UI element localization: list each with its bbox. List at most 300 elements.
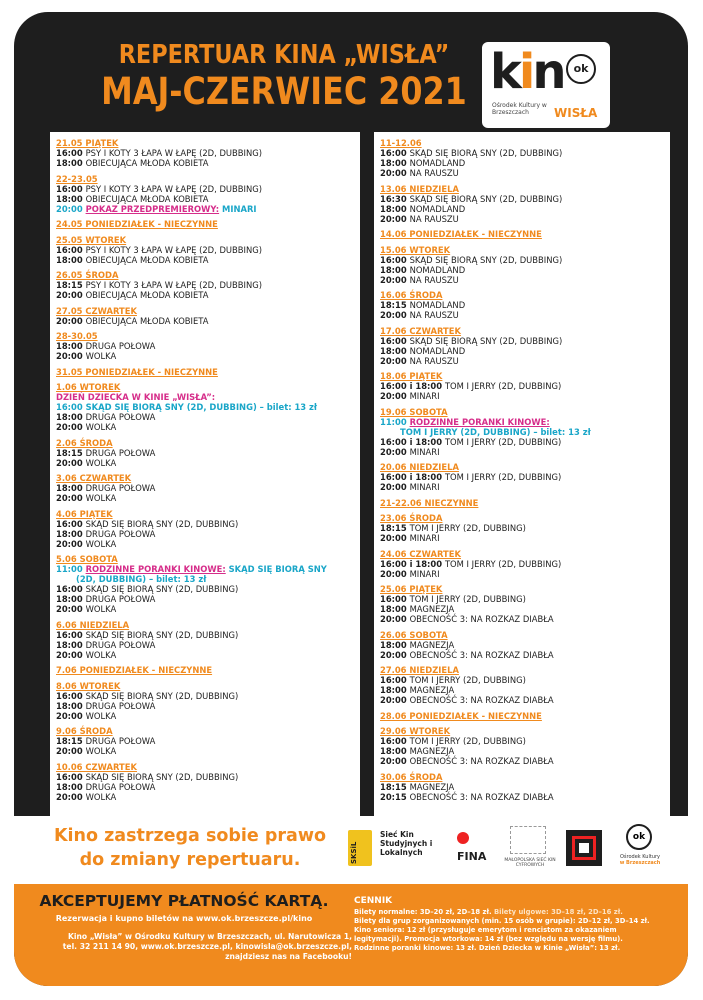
day-date: 28-30.05 <box>56 331 98 341</box>
screening-title: TOM I JERRY (2D, DUBBING) <box>444 558 562 569</box>
screening-title: TOM I JERRY (2D, DUBBING) <box>409 523 526 533</box>
screening-title: DRUGA POŁOWA <box>85 781 156 792</box>
schedule-day <box>380 665 670 705</box>
screening <box>56 204 360 214</box>
screening-title: TOM I JERRY (2D, DUBBING) <box>409 675 526 685</box>
day-date: 3.06 CZWARTEK <box>56 473 132 483</box>
screening-title: PSY I KOTY 3 ŁAPA W ŁAPĘ (2D, DUBBING) <box>85 148 263 158</box>
screening <box>56 184 360 194</box>
schedule-day <box>56 726 360 756</box>
screening-time: 11:00 <box>56 564 86 574</box>
day-date: 17.06 CZWARTEK <box>380 325 461 336</box>
day-date: 7.06 PONIEDZIAŁEK - NIECZYNNE <box>56 665 213 675</box>
day-date: 13.06 NIEDZIELA <box>380 183 459 194</box>
screening-title: SKĄD SIĘ BIORĄ SNY (2D, DUBBING) <box>409 193 563 204</box>
screening-title: WOLKA <box>85 746 117 756</box>
screening-title: OBIECUJĄCA MŁODA KOBIETA <box>85 193 209 204</box>
screening <box>56 245 360 255</box>
screening <box>380 482 670 492</box>
screening-time: 18:00 <box>56 412 86 422</box>
screening-title: TOM I JERRY (2D, DUBBING) <box>444 381 562 391</box>
schedule-day <box>380 229 670 239</box>
screening-time: 16:00 <box>56 518 86 529</box>
screening-title: OBECNOŚĆ 3: NA ROZKAZ DIABŁA <box>409 695 554 705</box>
schedule-day <box>56 367 360 377</box>
fina-label: FINA <box>457 850 487 863</box>
screening-time: 16:00 <box>56 402 86 412</box>
screening-title: OBIECUJĄCA MŁODA KOBIETA <box>85 315 209 326</box>
screening <box>380 640 670 650</box>
screening <box>56 640 360 650</box>
screening <box>56 736 360 746</box>
price-line: Kino seniora: 12 zł (przysługuje emerytom i rencistom za okazaniem <box>354 926 617 934</box>
screening <box>56 604 360 614</box>
screening <box>380 614 670 624</box>
screening-time: 16:30 <box>380 193 410 204</box>
screening <box>56 402 360 412</box>
screening <box>380 148 670 158</box>
screening-time: 16:00 i 18:00 <box>380 472 445 482</box>
day-date: 4.06 PIĄTEK <box>56 508 113 519</box>
screening-title: MINARI <box>409 482 440 492</box>
screening-title: NOMADLAND <box>409 158 466 168</box>
schedule-day <box>380 726 670 766</box>
screening-time: 20:00 <box>380 355 410 366</box>
screening <box>380 346 670 356</box>
screening <box>56 194 360 204</box>
screening-time: 18:00 <box>56 528 86 539</box>
screening-time: 16:00 <box>56 148 86 158</box>
day-date: 10.06 CZWARTEK <box>56 761 137 772</box>
screening <box>380 746 670 756</box>
fina-play-icon <box>457 832 469 844</box>
schedule-left-column <box>50 132 360 824</box>
screening-title: SKĄD SIĘ BIORĄ SNY (2D, DUBBING) <box>85 518 239 529</box>
schedule-day <box>380 498 670 508</box>
screening <box>380 300 670 310</box>
screening <box>56 290 360 300</box>
screening <box>380 417 670 427</box>
screening-time: 20:00 <box>380 695 410 705</box>
malopolska-label: MAŁOPOLSKA SIEĆ KIN CYFROWYCH <box>504 858 556 868</box>
screening-title: SKĄD SIĘ BIORĄ SNY (2D, DUBBING) <box>409 148 563 158</box>
screening-time: 16:00 <box>380 148 410 158</box>
screening <box>380 569 670 579</box>
screening-time: 20:00 <box>56 351 86 361</box>
screening-time: 16:00 <box>380 335 410 346</box>
screening-time: 18:00 <box>56 639 86 650</box>
day-date: 29.06 WTOREK <box>380 726 451 736</box>
screening <box>380 695 670 705</box>
notice-line-1: Kino zastrzega sobie prawo <box>53 826 327 846</box>
day-date: 14.06 PONIEDZIAŁEK - NIECZYNNE <box>380 229 542 239</box>
screening-title: NA RAUSZU <box>409 355 459 366</box>
day-date: 28.06 PONIEDZIAŁEK - NIECZYNNE <box>380 710 542 721</box>
screening <box>56 691 360 701</box>
special-event-line: DZIEŃ DZIECKA W KINIE „WISŁA”: <box>56 392 216 402</box>
screening-title: WOLKA <box>85 422 117 432</box>
schedule-day <box>56 174 360 214</box>
screening-time: 16:00 <box>56 584 86 594</box>
screening-title: WOLKA <box>85 538 117 549</box>
screening-time: 20:00 <box>56 538 86 549</box>
screening <box>56 158 360 168</box>
screening <box>56 493 360 503</box>
screening <box>380 356 670 366</box>
screening <box>380 310 670 320</box>
screening <box>380 204 670 214</box>
screening-title: SKĄD SIĘ BIORĄ SNY (2D, DUBBING) <box>409 335 563 346</box>
screening <box>56 422 360 432</box>
screening <box>56 772 360 782</box>
screening-time: 20:00 <box>380 274 410 285</box>
screening-time: 18:00 <box>56 594 86 604</box>
schedule-day <box>56 219 360 229</box>
screening <box>56 630 360 640</box>
footer-bar <box>14 884 688 986</box>
screening <box>380 437 670 447</box>
screening <box>56 650 360 660</box>
screening <box>56 351 360 361</box>
screening <box>380 604 670 614</box>
day-date: 30.06 ŚRODA <box>380 771 443 782</box>
screening-time: 20:00 <box>380 482 410 492</box>
kino-logo <box>482 42 610 128</box>
screening-title: PSY I KOTY 3 ŁAPA W ŁAPĘ (2D, DUBBING) <box>85 280 263 290</box>
schedule-day <box>380 630 670 660</box>
screening <box>380 594 670 604</box>
screening <box>56 746 360 756</box>
morning-label: RODZINNE PORANKI KINOWE: <box>409 416 550 427</box>
schedule-day <box>56 473 360 503</box>
screening-title: TOM I JERRY (2D, DUBBING) <box>444 436 562 447</box>
day-date: 27.05 CZWARTEK <box>56 305 137 316</box>
schedule-right-column <box>374 132 670 824</box>
schedule-day <box>56 665 360 675</box>
schedule-day <box>380 138 670 178</box>
screening-title: MINARI <box>409 446 440 457</box>
screening-title: MAGNEZJA <box>409 639 455 650</box>
screening-title: SKĄD SIĘ BIORĄ SNY (2D, DUBBING) <box>85 771 239 782</box>
notice-line-2: do zmiany repertuaru. <box>79 850 301 870</box>
schedule-day <box>380 326 670 366</box>
screening-title: NOMADLAND <box>409 300 466 310</box>
screening <box>380 381 670 391</box>
day-date: 9.06 ŚRODA <box>56 726 113 736</box>
screening-title: OBIECUJĄCA MŁODA KOBIETA <box>85 290 209 300</box>
day-date: 18.06 PIĄTEK <box>380 371 443 381</box>
screening <box>380 447 670 457</box>
screening-time: 20:00 <box>56 493 86 503</box>
screening-title: WOLKA <box>85 791 117 802</box>
title-line-1: REPERTUAR KINA „WISŁA” <box>118 40 450 70</box>
day-date: 21.05 PIĄTEK <box>56 138 119 148</box>
screening-time: 20:00 <box>380 391 410 401</box>
screening <box>56 539 360 549</box>
screening-time: 18:00 <box>56 700 86 711</box>
screening-title: DRUGA POŁOWA <box>85 412 156 422</box>
day-date: 27.06 NIEDZIELA <box>380 665 459 675</box>
screening <box>380 214 670 224</box>
screening-time: 18:15 <box>56 280 86 290</box>
notice-bar <box>14 816 688 884</box>
frame-logo-icon <box>566 830 602 866</box>
schedule-day <box>380 184 670 224</box>
screening-title: OBECNOŚĆ 3: NA ROZKAZ DIABŁA <box>409 649 554 660</box>
screening-title: SKĄD SIĘ BIORĄ SNY (2D, DUBBING) <box>85 690 239 701</box>
screening <box>56 458 360 468</box>
screening-time: 20:00 <box>56 649 86 660</box>
screening-title: TOM I JERRY (2D, DUBBING) <box>409 594 526 604</box>
logo-subtitle: Ośrodek Kultury w Brzeszczach <box>492 102 547 116</box>
screening-time: 20:00 <box>380 756 410 766</box>
price-line: Rodzinne poranki kinowe: 13 zł. Dzień Dziecka w Kinie „Wisła”: 13 zł. <box>354 944 621 952</box>
screening-time: 18:15 <box>56 736 86 746</box>
screening <box>56 782 360 792</box>
screening <box>380 736 670 746</box>
show-continuation: (2D, DUBBING) – bilet: 13 zł <box>76 574 207 584</box>
screening-time: 18:15 <box>380 300 410 310</box>
screening <box>380 168 670 178</box>
day-date: 6.06 NIEDZIELA <box>56 619 130 630</box>
screening-title: MAGNEZJA <box>409 604 455 614</box>
screening-time: 16:00 <box>56 629 86 640</box>
screening-title: SKĄD SIĘ BIORĄ SNY (2D, DUBBING) <box>85 584 239 594</box>
screening-title: DRUGA POŁOWA <box>85 528 156 539</box>
screening-time: 20:00 <box>380 614 410 624</box>
screening-title: WOLKA <box>85 604 117 614</box>
screening <box>56 341 360 351</box>
screening-title: MINARI <box>219 203 257 214</box>
notice-text <box>40 824 340 872</box>
screening-time: 16:00 i 18:00 <box>380 436 445 447</box>
screening-time: 20:00 <box>380 533 410 543</box>
screening <box>56 584 360 594</box>
title-line-2: MAJ-CZERWIEC 2021 <box>101 70 467 113</box>
price-line: Bilety normalne: 3D–20 zł, 2D–18 zł. Bilety ulgowe: 3D–18 zł, 2D–16 zł. <box>354 908 623 916</box>
schedule-day <box>380 711 670 721</box>
screening-time: 18:00 <box>380 746 410 756</box>
day-date: 25.05 WTOREK <box>56 234 127 245</box>
screening-title: PSY I KOTY 3 ŁAPA W ŁAPĘ (2D, DUBBING) <box>85 244 263 255</box>
day-date: 25.06 PIĄTEK <box>380 584 443 594</box>
day-date: 8.06 WTOREK <box>56 680 121 691</box>
screening <box>56 280 360 290</box>
screening-time: 20:00 <box>380 168 410 178</box>
screening <box>380 685 670 695</box>
screening <box>380 533 670 543</box>
day-date: 22-23.05 <box>56 173 98 184</box>
screening-time: 16:00 <box>56 690 86 701</box>
screening <box>380 559 670 569</box>
screening-title: OBECNOŚĆ 3: NA ROZKAZ DIABŁA <box>409 791 554 802</box>
screening-time: 18:00 <box>380 264 410 275</box>
screening-title: NA RAUSZU <box>409 168 459 178</box>
schedule-day <box>56 235 360 265</box>
schedule-day <box>380 407 670 457</box>
screening <box>56 564 360 574</box>
screening <box>380 194 670 204</box>
address-block: Kino „Wisła” w Ośrodku Kultury w Brzeszczach, ul. Narutowicza 1, tel. 32 211 14 90, www.ok.brzeszcze.pl, kinowisla@ok.brzeszcze.pl, znajdziesz nas na Facebooku! <box>62 932 352 961</box>
screening <box>56 148 360 158</box>
day-date: 20.06 NIEDZIELA <box>380 462 459 472</box>
schedule-day <box>380 584 670 624</box>
screening-title: SKĄD SIĘ BIORĄ SNY <box>225 564 327 574</box>
screening-title: NOMADLAND <box>409 203 466 214</box>
screening-time: 20:00 <box>380 213 410 224</box>
schedule-day <box>56 620 360 660</box>
screening-title: TOM I JERRY (2D, DUBBING) <box>409 736 526 746</box>
screening-title: MAGNEZJA <box>409 685 455 695</box>
screening-time: 20:00 <box>56 604 86 614</box>
day-date: 23.06 ŚRODA <box>380 513 443 523</box>
schedule-day <box>56 331 360 361</box>
screening-title: WOLKA <box>85 351 117 361</box>
screening-title: SKĄD SIĘ BIORĄ SNY (2D, DUBBING) <box>85 629 239 640</box>
screening <box>56 316 360 326</box>
screening-time: 20:00 <box>56 315 86 326</box>
screening-time: 16:00 <box>380 594 410 604</box>
card-payment-notice: AKCEPTUJEMY PŁATNOŚĆ KARTĄ. <box>39 892 329 910</box>
day-date: 24.06 CZWARTEK <box>380 548 461 559</box>
siec-kin-label: Sieć Kin Studyjnych i Lokalnych <box>380 830 433 857</box>
screening <box>56 519 360 529</box>
schedule-day <box>56 306 360 326</box>
malopolska-logo <box>510 826 546 854</box>
screening-time: 16:00 i 18:00 <box>380 558 445 569</box>
screening-title: PSY I KOTY 3 ŁAPA W ŁAPĘ (2D, DUBBING) <box>85 183 263 194</box>
screening-time: 20:00 <box>56 290 86 300</box>
screening-time: 18:15 <box>380 781 410 792</box>
day-date: 26.06 SOBOTA <box>380 629 448 640</box>
show-continuation: TOM I JERRY (2D, DUBBING) – bilet: 13 zł <box>400 426 591 437</box>
day-date: 5.06 SOBOTA <box>56 554 118 564</box>
screening-time: 18:00 <box>380 639 410 650</box>
screening-time: 20:00 <box>56 710 86 721</box>
screening-title: DRUGA POŁOWA <box>85 341 156 351</box>
morning-label: RODZINNE PORANKI KINOWE: <box>85 564 226 574</box>
premiere-label: POKAZ PRZEDPREMIEROWY: <box>85 203 220 214</box>
booking-link[interactable]: Rezerwacja i kupno biletów na www.ok.brzeszcze.pl/kino <box>55 914 313 923</box>
screening-time: 18:00 <box>380 604 410 614</box>
screening-time: 16:00 <box>380 254 410 265</box>
screening-time: 16:00 <box>56 244 86 255</box>
screening-time: 20:00 <box>380 446 410 457</box>
screening-title: SKĄD SIĘ BIORĄ SNY (2D, DUBBING) <box>409 254 563 265</box>
screening-time: 20:00 <box>56 422 86 432</box>
screening-time: 18:00 <box>380 685 410 695</box>
schedule-day <box>380 513 670 543</box>
screening <box>56 529 360 539</box>
screening <box>56 594 360 604</box>
schedule-day <box>56 681 360 721</box>
screening <box>380 792 670 802</box>
screening-time: 16:00 <box>380 736 410 746</box>
screening-time: 20:00 <box>380 568 410 579</box>
screening <box>380 265 670 275</box>
schedule-day <box>56 270 360 300</box>
schedule-day <box>380 549 670 579</box>
schedule-day <box>56 382 360 432</box>
ok-logo-icon: ok <box>626 824 652 850</box>
schedule-day <box>56 554 360 614</box>
screening-time: 18:00 <box>56 483 86 493</box>
screening-time: 18:00 <box>56 193 86 204</box>
screening-time: 16:00 i 18:00 <box>380 381 445 391</box>
day-date: 31.05 PONIEDZIAŁEK - NIECZYNNE <box>56 366 218 377</box>
screening <box>56 701 360 711</box>
screening-title: OBIECUJĄCA MŁODA KOBIETA <box>85 254 209 265</box>
screening <box>380 675 670 685</box>
screening-time: 18:00 <box>380 203 410 214</box>
screening <box>380 255 670 265</box>
schedule-day <box>56 438 360 468</box>
screening-title: WOLKA <box>85 710 117 721</box>
screening-time: 20:00 <box>56 746 86 756</box>
screening <box>56 711 360 721</box>
screening <box>380 472 670 482</box>
screening-title: WOLKA <box>85 457 117 468</box>
ok-logo-label: Ośrodek Kultury w Brzeszczach <box>619 854 661 866</box>
screening-title: NA RAUSZU <box>409 310 459 320</box>
schedule-day <box>380 245 670 285</box>
day-date: 11-12.06 <box>380 138 422 148</box>
logo-wisla: WISŁA <box>554 106 598 120</box>
screening-time: 18:00 <box>380 345 410 356</box>
screening-title: DRUGA POŁOWA <box>85 639 156 650</box>
screening-title: TOM I JERRY (2D, DUBBING) <box>444 472 562 482</box>
screening-title: OBECNOŚĆ 3: NA ROZKAZ DIABŁA <box>409 614 554 624</box>
screening-title: DRUGA POŁOWA <box>85 483 156 493</box>
screening-time: 16:00 <box>380 675 410 685</box>
price-list <box>354 896 686 986</box>
screening-title: MINARI <box>409 568 440 579</box>
sksil-label: SKSiL <box>350 841 358 864</box>
screening <box>380 336 670 346</box>
screening-time: 18:00 <box>380 158 410 168</box>
schedule-day <box>56 509 360 549</box>
ok-circle-icon: ok <box>566 54 596 84</box>
screening <box>56 792 360 802</box>
screening <box>380 782 670 792</box>
day-date: 26.05 ŚRODA <box>56 270 119 280</box>
screening-time: 18:00 <box>56 254 86 265</box>
screening-title: MAGNEZJA <box>409 781 455 792</box>
screening-time: 18:00 <box>56 341 86 351</box>
screening-title: SKĄD SIĘ BIORĄ SNY (2D, DUBBING) – bilet: 13 zł <box>85 402 318 412</box>
screening-time: 16:00 <box>56 771 86 782</box>
screening-title: MAGNEZJA <box>409 746 455 756</box>
screening-title: DRUGA POŁOWA <box>85 700 156 711</box>
screening-title: OBECNOŚĆ 3: NA ROZKAZ DIABŁA <box>409 756 554 766</box>
screening-time: 18:15 <box>380 523 410 533</box>
day-date: 1.06 WTOREK <box>56 382 121 392</box>
screening-time: 16:00 <box>56 183 86 194</box>
screening-title: NOMADLAND <box>409 345 466 356</box>
screening-time: 18:00 <box>56 781 86 792</box>
screening-title: NOMADLAND <box>409 264 466 275</box>
screening <box>380 650 670 660</box>
screening-time: 20:00 <box>380 310 410 320</box>
schedule-day <box>380 772 670 802</box>
screening-time: 11:00 <box>380 416 410 427</box>
screening <box>380 391 670 401</box>
screening-time: 20:00 <box>56 203 86 214</box>
screening-time: 20:00 <box>56 791 86 802</box>
screening-title: DRUGA POŁOWA <box>85 594 156 604</box>
schedule-day <box>380 290 670 320</box>
screening <box>380 158 670 168</box>
